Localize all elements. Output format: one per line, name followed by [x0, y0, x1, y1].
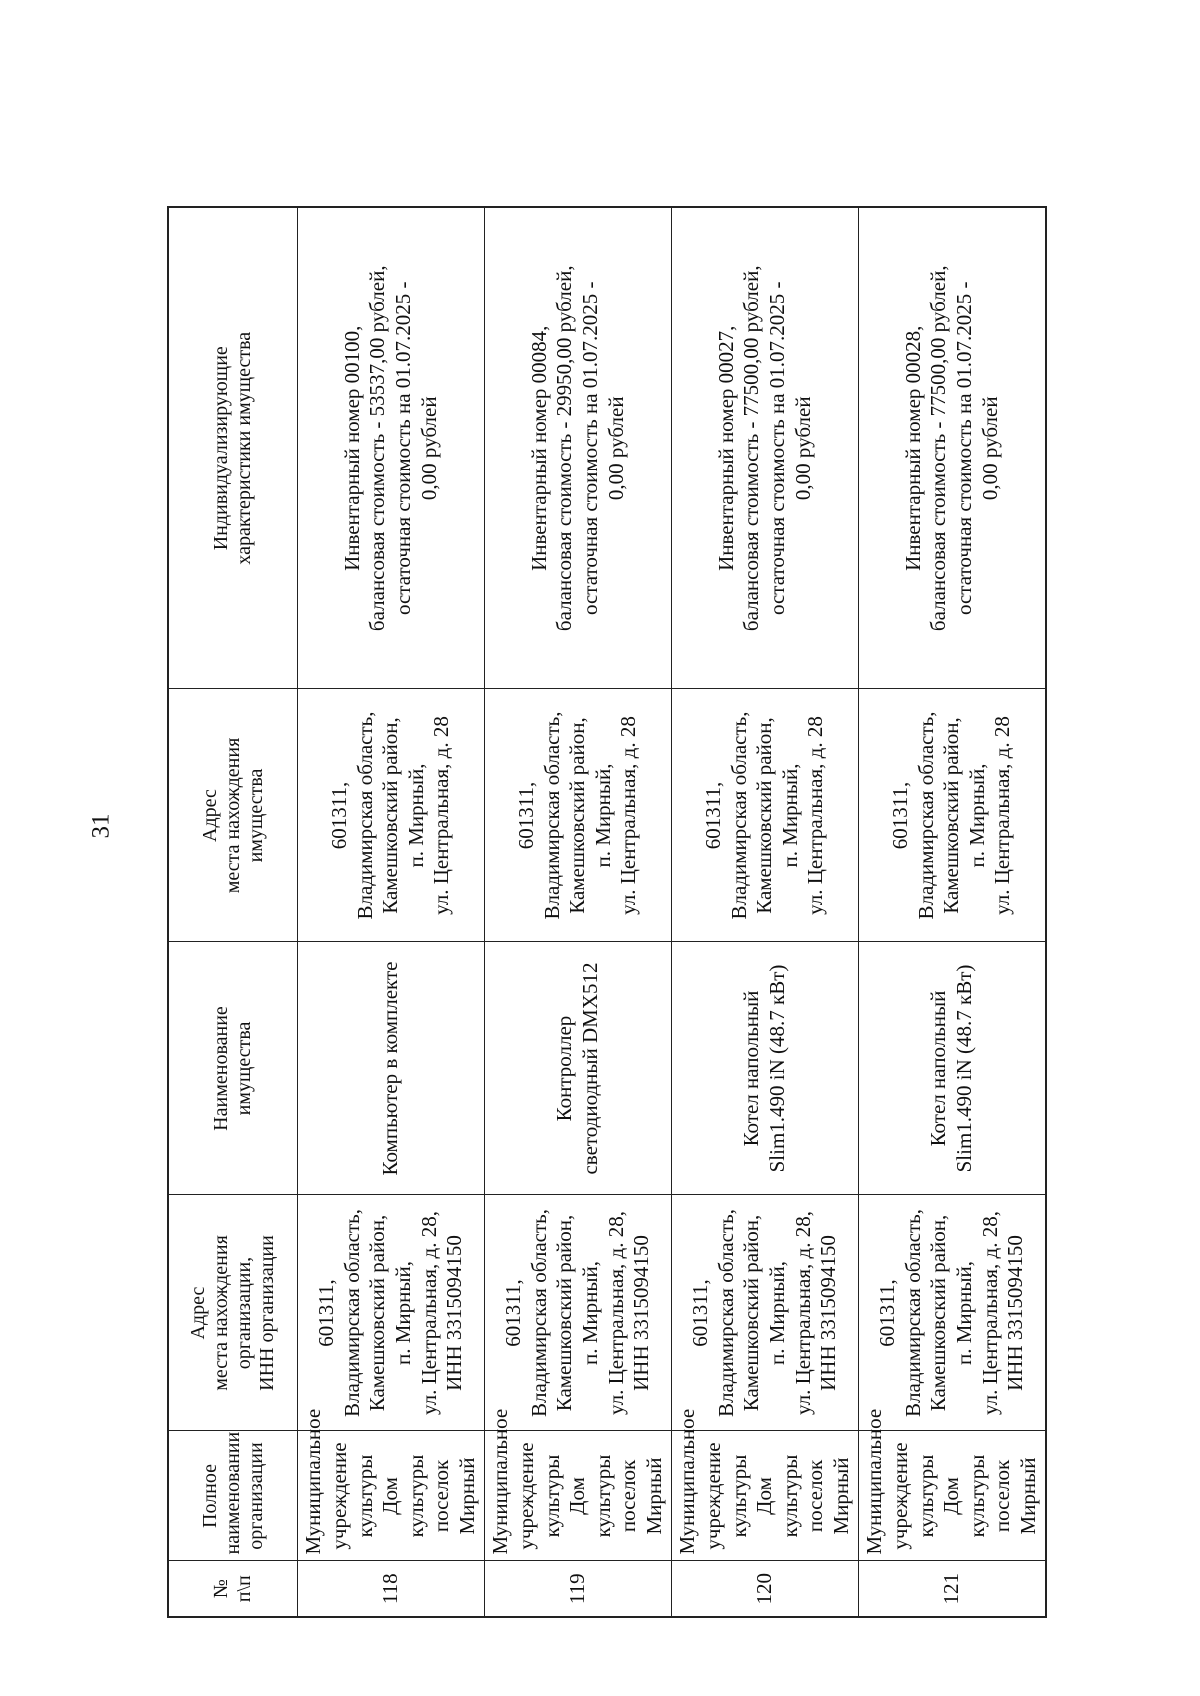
- header-characteristics: Индивидуализирующие характеристики имущества: [168, 207, 298, 689]
- rotated-table-container: [167, 208, 1047, 1618]
- property-name-cell: Контроллер светодиодный DMX512: [484, 942, 671, 1195]
- org-name-cell: Муниципальное учреждение культуры Дом культуры поселок Мирный: [484, 1431, 671, 1561]
- property-address-cell: 601311, Владимирская область, Камешковский район, п. Мирный, ул. Центральная, д. 28: [671, 689, 858, 942]
- table-row: [484, 207, 671, 1617]
- row-number: 121: [858, 1561, 1046, 1617]
- row-number: 119: [484, 1561, 671, 1617]
- header-org-name: Полное наименовании организации: [168, 1431, 298, 1561]
- org-name-cell: Муниципальное учреждение культуры Дом культуры поселок Мирный: [858, 1431, 1046, 1561]
- property-address-cell: 601311, Владимирская область, Камешковский район, п. Мирный, ул. Центральная, д. 28: [298, 689, 485, 942]
- row-number: 118: [298, 1561, 485, 1617]
- page-number: 31: [87, 813, 115, 839]
- property-name-cell: Котел напольный Slim1.490 iN (48.7 кВт): [671, 942, 858, 1195]
- header-property-name: Наименование имущества: [168, 942, 298, 1195]
- org-address-cell: 601311, Владимирская область, Камешковский район, п. Мирный, ул. Центральная, д. 28, ИНН 3315094150: [484, 1195, 671, 1431]
- property-address-cell: 601311, Владимирская область, Камешковский район, п. Мирный, ул. Центральная, д. 28: [484, 689, 671, 942]
- org-address-cell: 601311, Владимирская область, Камешковский район, п. Мирный, ул. Центральная, д. 28, ИНН 3315094150: [858, 1195, 1046, 1431]
- characteristics-cell: Инвентарный номер 00027, балансовая стоимость - 77500,00 рублей, остаточная стоимость на 01.07.2025 - 0,00 рублей: [671, 207, 858, 689]
- table-row: [671, 207, 858, 1617]
- property-address-cell: 601311, Владимирская область, Камешковский район, п. Мирный, ул. Центральная, д. 28: [858, 689, 1046, 942]
- characteristics-cell: Инвентарный номер 00084, балансовая стоимость - 29950,00 рублей, остаточная стоимость на 01.07.2025 - 0,00 рублей: [484, 207, 671, 689]
- property-name-cell: Котел напольный Slim1.490 iN (48.7 кВт): [858, 942, 1046, 1195]
- org-address-cell: 601311, Владимирская область, Камешковский район, п. Мирный, ул. Центральная, д. 28, ИНН 3315094150: [298, 1195, 485, 1431]
- characteristics-cell: Инвентарный номер 00028, балансовая стоимость - 77500,00 рублей, остаточная стоимость на 01.07.2025 - 0,00 рублей: [858, 207, 1046, 689]
- org-address-cell: 601311, Владимирская область, Камешковский район, п. Мирный, ул. Центральная, д. 28, ИНН 3315094150: [671, 1195, 858, 1431]
- header-property-address: Адрес места нахождения имущества: [168, 689, 298, 942]
- table-row: [858, 207, 1046, 1617]
- characteristics-cell: Инвентарный номер 00100, балансовая стоимость - 53537,00 рублей, остаточная стоимость на 01.07.2025 - 0,00 рублей: [298, 207, 485, 689]
- header-number: № п\п: [168, 1561, 298, 1617]
- header-org-address: Адрес места нахождения организации, ИНН организации: [168, 1195, 298, 1431]
- table-header-row: [168, 207, 298, 1617]
- property-name-cell: Компьютер в комплекте: [298, 942, 485, 1195]
- table-row: [298, 207, 485, 1617]
- org-name-cell: Муниципальное учреждение культуры Дом культуры поселок Мирный: [671, 1431, 858, 1561]
- org-name-cell: Муниципальное учреждение культуры Дом культуры поселок Мирный: [298, 1431, 485, 1561]
- property-table: [167, 206, 1047, 1618]
- row-number: 120: [671, 1561, 858, 1617]
